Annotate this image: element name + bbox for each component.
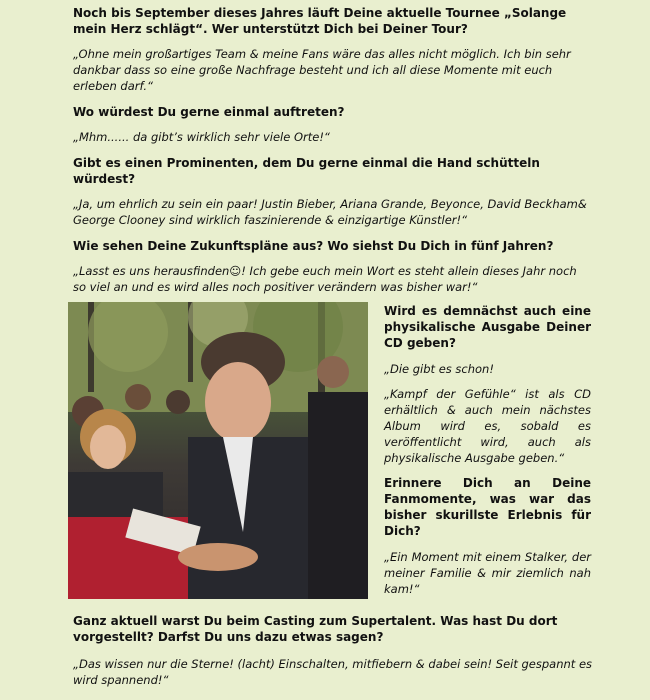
question-supertalent: Ganz aktuell warst Du beim Casting zum Supertalent. Was hast Du dort vorgestellt? Darfst Du uns dazu etwas sagen?	[73, 614, 558, 644]
interview-right-column	[384, 303, 591, 606]
answer-tour-support: „Ohne mein großartiges Team & meine Fans wäre das alles nicht möglich. Ich bin sehr dankbar dass so eine große Nachfrage besteht und ich all diese Momente mit euch erleben darf.“	[73, 47, 571, 93]
question-perform-location: Wo würdest Du gerne einmal auftreten?	[73, 105, 345, 119]
answer-future-plans: „Lasst es uns herausfinden☺! Ich gebe euch mein Wort es steht allein dieses Jahr noch so viel an und es wird alles noch positiver verändern was bisher war!“	[73, 264, 577, 294]
answer-physical-cd-detail: „Kampf der Gefühle“ ist als CD erhältlich & auch mein nächstes Album wird es, sobald es veröffentlicht wird, auch als physikalische Ausgabe geben.“	[384, 387, 591, 465]
question-fan-moments: Erinnere Dich an Deine Fanmomente, was war das bisher skurillste Erlebnis für Dich?	[384, 476, 591, 538]
interview-top-section	[73, 5, 593, 305]
question-tour-support: Noch bis September dieses Jahres läuft Deine aktuelle Tournee „Solange mein Herz schlägt“. Wer unterstützt Dich bei Deiner Tour?	[73, 6, 567, 36]
interview-bottom-section	[73, 613, 593, 688]
artist-signing-photo	[68, 302, 368, 599]
answer-celebrity: „Ja, um ehrlich zu sein ein paar! Justin Bieber, Ariana Grande, Beyonce, David Beckham& George Clooney sind wirklich faszinierende & einzigartige Künstler!“	[73, 197, 587, 227]
answer-perform-location: „Mhm...... da gibt’s wirklich sehr viele Orte!“	[73, 130, 330, 144]
question-physical-cd: Wird es demnächst auch eine physikalische Ausgabe Deiner CD geben?	[384, 304, 591, 350]
answer-supertalent: „Das wissen nur die Sterne! (lacht) Einschalten, mitfiebern & dabei sein! Seit gespannt es wird spannend!“	[73, 657, 593, 687]
question-celebrity: Gibt es einen Prominenten, dem Du gerne einmal die Hand schütteln würdest?	[73, 156, 540, 186]
question-future-plans: Wie sehen Deine Zukunftspläne aus? Wo siehst Du Dich in fünf Jahren?	[73, 239, 554, 253]
answer-fan-moments: „Ein Moment mit einem Stalker, der meiner Familie & mir ziemlich nah kam!“	[384, 550, 591, 596]
answer-physical-cd-short: „Die gibt es schon!	[384, 362, 494, 376]
